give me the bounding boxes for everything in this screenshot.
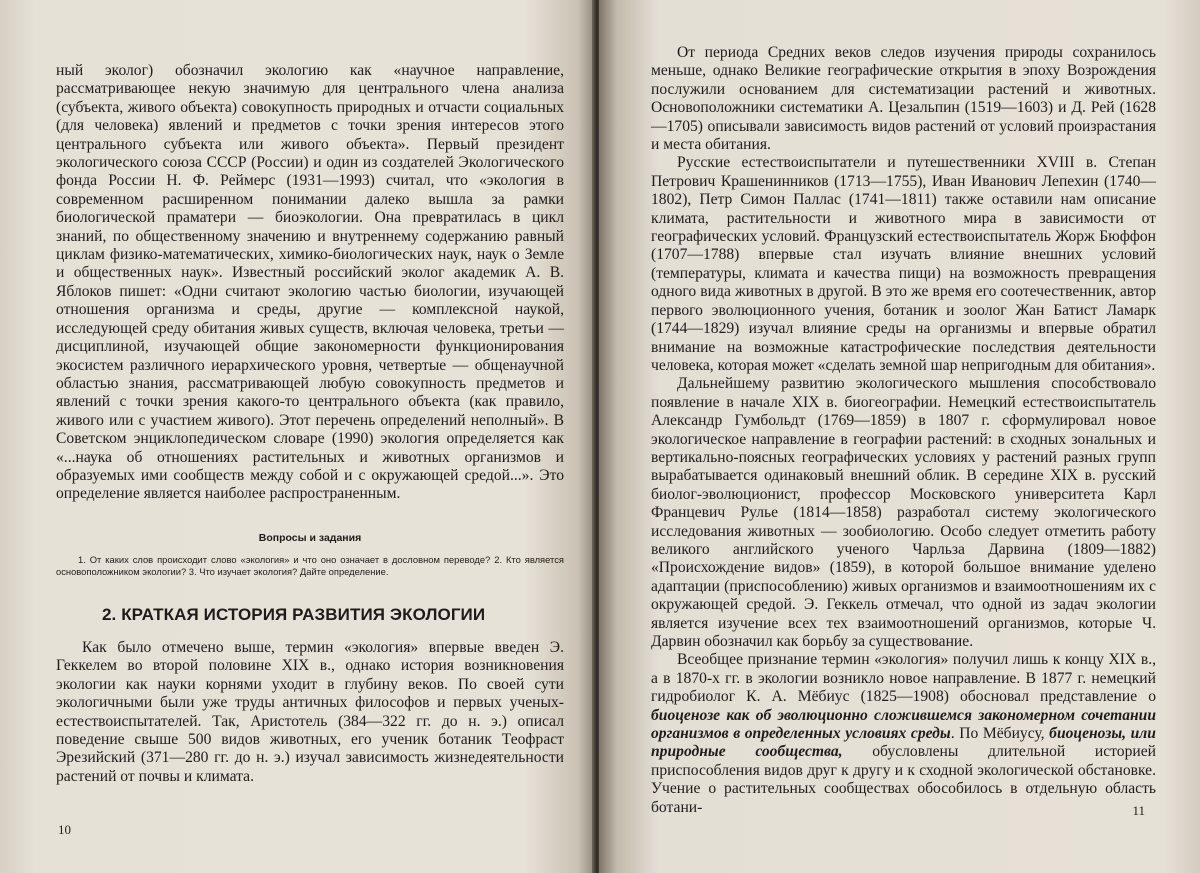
- emphasis-text: биоценозы, или природные сообщества,: [651, 725, 1156, 761]
- paragraph-text: обусловлены длительной историей приспособления видов друг к другу и к сходной экологической обстановке. Учение о растительных сообществах обособилось в отдельную область ботани-: [651, 743, 1156, 816]
- paragraph-text: Всеобщее признание термин «экология» получил лишь к концу XIX в., а в 1870-х гг. в экологии возникло новое направление. В 1877 г. немецкий гидробиолог К. А. Мёбиус (1825—1908) обосновал представление о: [651, 651, 1156, 706]
- section-title: 2. КРАТКАЯ ИСТОРИЯ РАЗВИТИЯ ЭКОЛОГИИ: [102, 604, 486, 624]
- emphasis-text: биоценозе как об эволюционно сложившемся закономерном сочетании организмов в определенных условиях среды: [651, 706, 1156, 743]
- paragraph: Дальнейшему развитию экологического мышления способствовало появление в начале XIX в. биогеографии. Немецкий естествоиспытатель Александр Гумбольдт (1769—1859) в 1807 г. сформулировал новое экологическое направление в географии растений: в сходных зональных и вертикально-поясных географических условиях у растений разных групп вырабатывается одинаковый внешний облик. В середине XIX в. русский биолог-эволюционист, профессор Московского университета Карл Францевич Рулье (1814—1858) разработал систему экологического исследования животных — зообиологию. Особо следует отметить работу великого английского ученого Чарльза Дарвина (1809—1882) «Происхождение видов» (1859), в которой большое внимание уделено адаптации (приспособлению) живых организмов и взаимоотношениям их с окружающей средой. Э. Геккель отмечал, что одной из задач экологии является изучение всех тех взаимоотношений организмов, которые Ч. Дарвин обозначил как борьбу за существование.: [651, 375, 1156, 650]
- page-number: 11: [1132, 803, 1145, 818]
- paragraph: Русские естествоиспытатели и путешественники XVIII в. Степан Петрович Крашенинников (1713—1755), Иван Иванович Лепехин (1740—1802), Петр Симон Паллас (1741—1811) также оставили нам описание климата, растительности и животного мира в зависимости от географических условий. Французский естествоиспытатель Жорж Бюффон (1707—1788) впервые стал изучать влияние внешних условий (температуры, климата и качества пищи) на возможность превращения одного вида животных в другой. В это же время его соотечественник, автор первого эволюционного учения, ботаник и зоолог Жан Батист Ламарк (1744—1829) изучал влияние среды на организмы и впервые обратил внимание на возможные катастрофические последствия деятельности человека, которая может «сделать земной шар непригодным для обитания».: [651, 154, 1156, 374]
- paragraph: Как было отмечено выше, термин «экология» впервые введен Э. Геккелем во второй половине XIX в., однако история возникновения экологии как науки корнями уходит в глубину веков. По своей сути экологичными были уже труды античных философов и первых ученых-естествоиспытателей. Так, Аристотель (384—322 гг. до н. э.) описал поведение свыше 500 видов животных, его ученик ботаник Теофраст Эрезийский (371—280 гг. до н. э.) изучал зависимость жизнедеятельности растений от почвы и климата.: [56, 638, 564, 785]
- page-number: 10: [58, 822, 71, 837]
- right-page: [599, 0, 1200, 873]
- questions-text: 1. От каких слов происходит слово «экология» и что оно означает в дословном переводе? 2. Кто является основоположником экологии? 3. Что изучает экология? Дайте определение.: [56, 553, 564, 578]
- paragraph: ный эколог) обозначил экологию как «научное направление, рассматривающее некую значимую для центрального члена анализа (субъекта, живого объекта) совокупность природных и отчасти социальных (для человека) явлений и предметов с точки зрения интересов этого центрального субъекта или живого объекта». Первый президент экологического союза СССР (России) и один из создателей Экологического фонда России Н. Ф. Реймерс (1931—1993) считал, что «экология в современном расширенном понимании далеко вышла за рамки биологической праматери — биоэкологии. Она превратилась в цикл знаний, по общественному значению и внутреннему содержанию равный циклам физико-математических, химико-биологических наук, наук о Земле и общественных наук». Известный российский эколог академик А. В. Яблоков пишет: «Одни считают экологию частью биологии, изучающей отношения организма и среды, другие — комплексной наукой, исследующей среду обитания живых существ, включая человека, третьи — дисциплиной, изучающей общие закономерности функционирования экосистем различного иерархического уровня, четвертые — общенаучной областью знания, рассматривающей любую совокупность предметов и явлений с точки зрения какого-то центрального объекта (как правило, живого или с участием живого). Этот перечень определений неполный». В Советском энциклопедическом словаре (1990) экология определяется как «...наука об отношениях растительных и животных организмов и образуемых ими сообществ между собой и с окружающей средой...». Это определение является наиболее распространенным.: [56, 62, 564, 503]
- left-page: [0, 0, 596, 873]
- questions-heading: Вопросы и задания: [258, 531, 362, 544]
- paragraph: [651, 651, 1156, 817]
- paragraph-text: . По Мёбиусу,: [950, 725, 1050, 743]
- paragraph: От периода Средних веков следов изучения природы сохранилось меньше, однако Великие географические открытия в эпоху Возрождения послужили основанием для систематизации растений и животных. Основоположники систематики А. Цезальпин (1519—1603) и Д. Рей (1628—1705) описывали зависимость видов растений от условий произрастания и места обитания.: [651, 44, 1156, 154]
